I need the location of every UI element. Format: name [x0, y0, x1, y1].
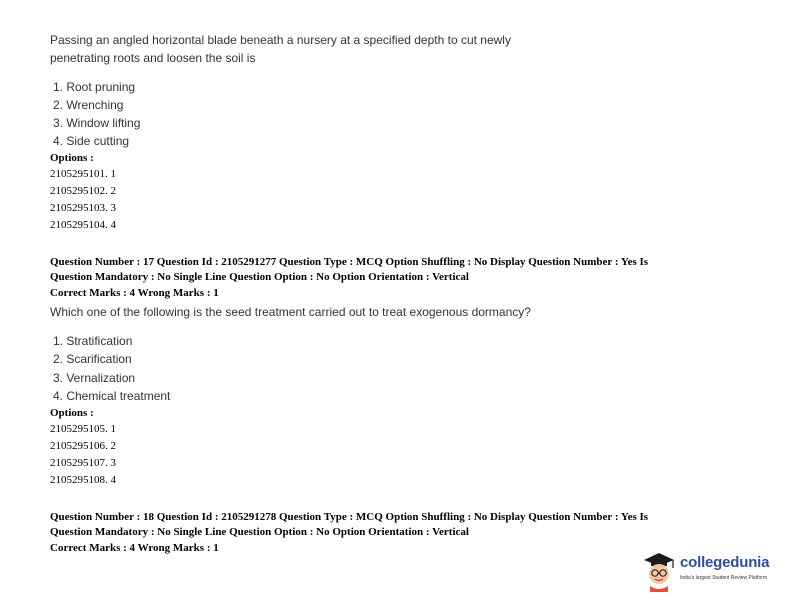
question-16-choice-2: 2. Wrenching [53, 98, 124, 112]
question-17-option-4: 2105295108. 4 [50, 474, 116, 486]
question-17-choice-4: 4. Chemical treatment [53, 389, 171, 403]
question-17-choice-1: 1. Stratification [53, 334, 133, 348]
question-16-option-4: 2105295104. 4 [50, 219, 116, 231]
question-16-option-1: 2105295101. 1 [50, 168, 116, 180]
question-16-option-3: 2105295103. 3 [50, 202, 116, 214]
question-17-meta-line-1: Question Number : 17 Question Id : 2105291277 Question Type : MCQ Option Shuffling : No Display Question Number : Yes Is [50, 256, 649, 268]
question-16-choice-3: 3. Window lifting [53, 116, 141, 130]
question-16-choice-1: 1. Root pruning [53, 80, 136, 94]
question-16-options-label: Options : [50, 152, 94, 164]
question-17-options-label: Options : [50, 407, 94, 419]
question-17-option-1: 2105295105. 1 [50, 423, 116, 435]
question-16-option-2: 2105295102. 2 [50, 185, 116, 197]
collegedunia-logo [640, 548, 788, 592]
question-18-marks: Correct Marks : 4 Wrong Marks : 1 [50, 542, 219, 554]
question-18-meta-line-1: Question Number : 18 Question Id : 2105291278 Question Type : MCQ Option Shuffling : No Display Question Number : Yes Is [50, 511, 649, 523]
question-17-meta-line-2: Question Mandatory : No Single Line Question Option : No Option Orientation : Vertical [50, 271, 469, 283]
logo-tagline: India's largest Student Review Platform [680, 575, 768, 581]
question-17-choice-2: 2. Scarification [53, 352, 132, 366]
question-16-text-line-1: Passing an angled horizontal blade beneath a nursery at a specified depth to cut newly [50, 33, 511, 47]
question-17-text: Which one of the following is the seed treatment carried out to treat exogenous dormancy? [50, 305, 531, 319]
question-17-option-2: 2105295106. 2 [50, 440, 116, 452]
question-17-choice-3: 3. Vernalization [53, 371, 136, 385]
graduate-mascot-icon [640, 548, 678, 592]
question-17-marks: Correct Marks : 4 Wrong Marks : 1 [50, 287, 219, 299]
logo-wordmark: collegedunia [680, 554, 770, 571]
question-16-choice-4: 4. Side cutting [53, 134, 130, 148]
question-18-meta-line-2: Question Mandatory : No Single Line Question Option : No Option Orientation : Vertical [50, 526, 469, 538]
question-16-text-line-2: penetrating roots and loosen the soil is [50, 51, 256, 65]
question-17-option-3: 2105295107. 3 [50, 457, 116, 469]
